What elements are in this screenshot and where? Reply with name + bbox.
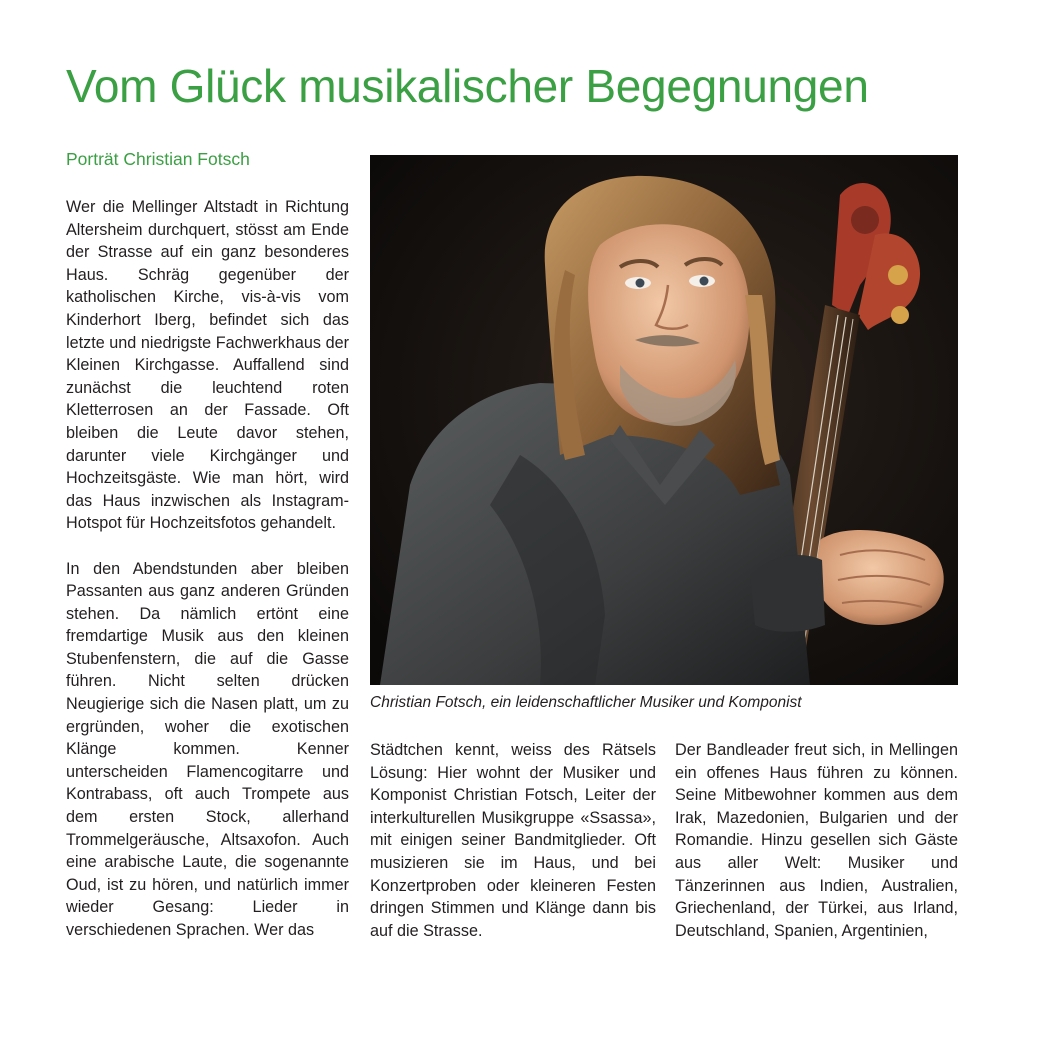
text-column-2 (370, 739, 656, 942)
paragraph: In den Abendstunden aber bleiben Passanten aus ganz anderen Gründen stehen. Da nämlich ertönt eine fremdartige Musik aus den kleinen Stubenfenstern, die auf die Gasse führen. Nicht selten drücken Neugierige sich die Nasen platt, um zu ergründen, woher die exotischen Klänge kommen. Kenner unterscheiden Flamencogitarre und Kontrabass, oft auch Trompete aus dem ersten Stock, allerhand Trommelgeräusche, Altsaxofon. Auch eine arabische Laute, die sogenannte Oud, ist zu hören, und natürlich immer wieder Gesang: Lieder in verschiedenen Sprachen. Wer das (66, 559, 349, 939)
paragraph: Der Bandleader freut sich, in Mellingen ein offenes Haus führen zu können. Seine Mitbewohner kommen aus dem Irak, Mazedonien, Bulgarien und der Romandie. Hinzu gesellen sich Gäste aus aller Welt: Musiker und Tänzerinnen aus Indien, Australien, Griechenland, der Türkei, aus Irland, Deutschland, Spanien, Argentinien, (675, 741, 958, 940)
paragraph: Städtchen kennt, weiss des Rätsels Lösung: Hier wohnt der Musiker und Komponist Christian Fotsch, Leiter der interkulturellen Musikgruppe «Ssassa», mit einigen seiner Bandmitglieder. Oft musizieren sie im Haus, und bei Konzertproben oder kleineren Festen dringen Stimmen und Klänge dann bis auf die Strasse. (370, 741, 656, 940)
paragraph: Wer die Mellinger Altstadt in Richtung Altersheim durchquert, stösst am Ende der Strasse auf ein ganz besonderes Haus. Schräg gegenüber der katholischen Kirche, vis-à-vis vom Kinderhort Iberg, befindet sich das letzte und niedrigste Fachwerkhaus der Kleinen Kirchgasse. Auffallend sind zunächst die leuchtend roten Kletterrosen an der Fassade. Oft bleiben die Leute davor stehen, darunter viele Kirchgänger und Hochzeitsgäste. Wie man hört, wird das Haus inzwischen als Instagram-Hotspot für Hochzeitsfotos gehandelt. (66, 198, 349, 533)
portrait-illustration (370, 155, 958, 685)
text-column-1 (66, 196, 349, 942)
portrait-photo (370, 155, 958, 685)
article-title: Vom Glück musikalischer Begegnungen (66, 60, 869, 112)
article-subtitle: Porträt Christian Fotsch (66, 149, 250, 169)
photo-caption: Christian Fotsch, ein leidenschaftlicher Musiker und Komponist (370, 694, 802, 711)
text-column-3 (675, 739, 958, 942)
